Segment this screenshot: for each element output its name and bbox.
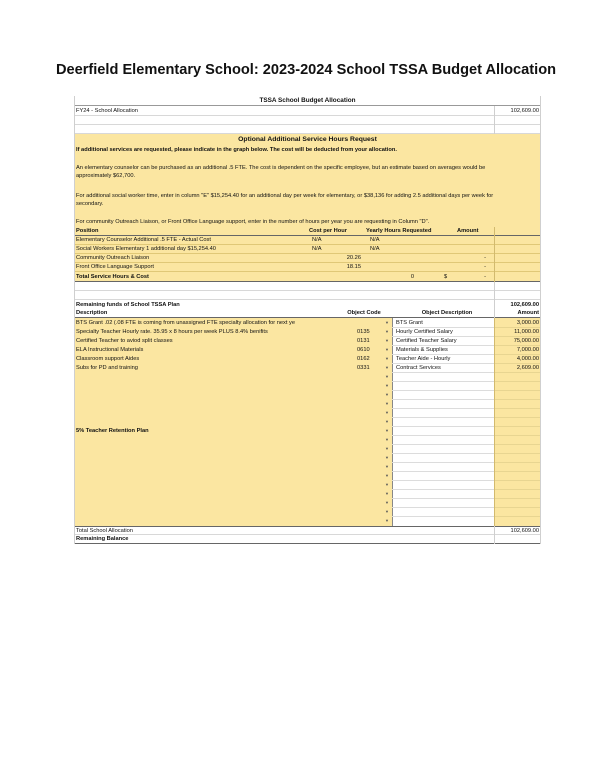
plan-gridline [392,516,494,517]
plan-object-code[interactable]: 0135 [357,328,370,335]
position-name: Elementary Counselor Additional .5 FTE - Actual Cost [76,237,211,243]
chevron-down-icon[interactable]: ▼ [385,392,389,397]
plan-gridline [392,444,494,445]
plan-gridline [494,417,541,418]
plan-gridline [392,399,494,400]
plan-object-description: Teacher Aide - Hourly [396,355,451,362]
total-service-amount: - [484,273,486,280]
plan-gridline [494,516,541,517]
plan-gridline [392,381,494,382]
chevron-down-icon[interactable]: ▼ [385,320,389,325]
amount-column-guide [494,282,495,318]
total-allocation-amount: 102,609.00 [510,527,539,534]
plan-gridline [494,507,541,508]
chevron-down-icon[interactable]: ▼ [385,428,389,433]
para2-line2: secondary. [76,201,104,207]
plan-object-description: Certified Teacher Salary [396,337,457,344]
chevron-down-icon[interactable]: ▼ [385,473,389,478]
instruction-row [74,145,541,155]
remaining-funds-row [74,300,541,309]
col-object-code: Object Code [347,310,381,316]
remaining-balance-label: Remaining Balance [76,536,129,542]
chevron-down-icon[interactable]: ▼ [385,464,389,469]
blank-row [74,125,541,134]
para1-row [74,172,541,180]
amount-column-guide [494,526,495,544]
spacer-row [74,155,541,164]
position-name: Community Outreach Liaison [76,255,150,261]
chevron-down-icon[interactable]: ▼ [385,500,389,505]
para3-row [74,217,541,227]
plan-description[interactable]: Subs for PD and training [76,364,138,371]
blank-row [74,282,541,291]
para1-row [74,164,541,172]
amount-column-guide [494,106,495,134]
chevron-down-icon[interactable]: ▼ [385,437,389,442]
position-row [74,245,541,254]
chevron-down-icon[interactable]: ▼ [385,365,389,370]
page-title: Deerfield Elementary School: 2023-2024 School TSSA Budget Allocation [55,62,557,78]
position-cost: 20.26 [346,255,361,261]
position-row [74,254,541,263]
position-hours[interactable] [370,263,410,271]
col-amount: Amount [517,310,539,316]
plan-object-description: Contract Services [396,364,441,371]
plan-gridline [392,408,494,409]
plan-object-code[interactable] [357,318,387,327]
total-allocation-row [74,526,541,535]
chevron-down-icon[interactable]: ▼ [385,374,389,379]
plan-amount[interactable]: 4,000.00 [516,355,539,362]
plan-gridline [494,435,541,436]
chevron-down-icon[interactable]: ▼ [385,518,389,523]
position-cost: N/A [312,246,322,252]
chevron-down-icon[interactable]: ▼ [385,410,389,415]
retention-label: 5% Teacher Retention Plan [76,427,149,434]
chevron-down-icon[interactable]: ▼ [385,419,389,424]
para2-row [74,200,541,208]
total-dollar: $ [444,273,448,280]
plan-gridline [494,453,541,454]
para2-row [74,192,541,200]
plan-gridline [494,462,541,463]
retention-row [74,426,541,435]
position-hours[interactable] [370,254,410,262]
chevron-down-icon[interactable]: ▼ [385,338,389,343]
plan-gridline [392,435,494,436]
position-hours[interactable]: N/A [370,246,380,252]
chevron-down-icon[interactable]: ▼ [385,491,389,496]
spacer-row [74,180,541,192]
plan-row [74,354,541,363]
position-amount: - [484,264,486,270]
amount-column-guide [494,318,495,526]
optional-amount-guide [494,227,495,282]
plan-row [74,318,541,327]
position-amount [454,245,486,253]
sheet-header-row [74,96,541,106]
chevron-down-icon[interactable]: ▼ [385,356,389,361]
plan-amount[interactable]: 2,609.00 [516,364,539,371]
col-position: Position [76,228,99,234]
col-amount: Amount [457,228,479,234]
plan-header-row [74,309,541,318]
plan-object-description: Materials & Supplies [396,346,448,353]
plan-object-code[interactable]: 0162 [357,355,370,362]
position-cost: N/A [312,237,322,243]
plan-amount[interactable]: 11,000.00 [514,328,539,335]
remaining-balance-row [74,535,541,544]
plan-gridline [392,417,494,418]
fy-allocation-row [74,106,541,116]
plan-gridline [494,381,541,382]
plan-gridline [392,462,494,463]
plan-gridline [392,471,494,472]
plan-gridline [392,480,494,481]
position-name: Social Workers Elementary 1 additional day $15,254.40 [76,246,216,252]
plan-row [74,363,541,372]
plan-gridline [494,471,541,472]
chevron-down-icon[interactable]: ▼ [385,401,389,406]
plan-gridline [392,498,494,499]
total-service-label: Total Service Hours & Cost [76,273,149,280]
position-name: Front Office Language Support [76,264,154,270]
plan-description[interactable]: Specialty Teacher Hourly rate. 35.95 x 8 hours per week PLUS 8.4% benifits [76,328,268,335]
plan-gridline [392,489,494,490]
col-description: Description [76,310,108,316]
sheet-header: TSSA School Budget Allocation [259,97,356,104]
chevron-down-icon[interactable]: ▼ [385,446,389,451]
chevron-down-icon[interactable]: ▼ [385,383,389,388]
col-object-description: Object Description [421,310,473,316]
plan-amount[interactable]: 3,000.00 [516,319,539,326]
plan-gridline [494,489,541,490]
chevron-down-icon[interactable]: ▼ [385,329,389,334]
plan-gridline [392,507,494,508]
para2-line1: For additional social worker time, enter in column "E" $15,254.40 for an additional day per week for elementary, or $38,136 for adding 2.5 additional days per week for [76,193,494,199]
plan-gridline [494,444,541,445]
budget-sheet [74,96,541,553]
plan-gridline [494,399,541,400]
plan-object-code[interactable]: 0610 [357,346,370,353]
plan-gridline [494,498,541,499]
blank-row [74,291,541,300]
plan-object-description: Hourly Certified Salary [396,328,453,335]
plan-gridline [494,480,541,481]
position-cost: 18.15 [346,264,361,270]
plan-gridline [392,390,494,391]
optional-instruction: If additional services are requested, please indicate in the graph below. The cost will be deducted from your allocation. [76,147,397,153]
para1-line2: approximately $62,700. [76,173,136,179]
plan-description[interactable]: BTS Grant .02 (.08 FTE is coming from unassigned FTE specialty allocation for next ye [76,319,296,326]
sheet-left-border [74,96,75,544]
col-hours: Yearly Hours Requested [366,228,432,234]
total-hours: 0 [410,273,414,280]
para3: For community Outreach Liaison, or Front Office Language support, enter in the number of hours per year you are requesting in Column "D". [76,219,430,225]
optional-heading: Optional Additional Service Hours Request [238,136,377,143]
plan-amount[interactable]: 75,000.00 [513,337,539,344]
plan-gridline [494,372,541,373]
chevron-down-icon[interactable]: ▼ [385,482,389,487]
chevron-down-icon[interactable]: ▼ [385,455,389,460]
plan-object-code[interactable]: 0331 [357,364,370,371]
remaining-funds-amount: 102,609.00 [510,301,539,308]
blank-row [74,116,541,125]
fy-amount: 102,609.00 [510,107,539,114]
spacer-row [74,208,541,217]
para1-line1: An elementary counselor can be purchased as an additional .5 FTE. The cost is dependent on the specific employee, but an estimate based on averages would be [76,165,486,171]
plan-gridline [392,453,494,454]
position-amount: - [484,255,486,261]
plan-description[interactable]: ELA Instructional Materials [76,346,144,353]
plan-description[interactable]: Classroom support Aides [76,355,140,362]
sheet-right-border [540,96,541,544]
plan-gridline [494,408,541,409]
plan-row [74,327,541,336]
chevron-down-icon[interactable]: ▼ [385,509,389,514]
remaining-funds-label: Remaining funds of School TSSA Plan [76,301,180,308]
plan-gridline [494,390,541,391]
position-row [74,263,541,272]
optional-heading-row [74,134,541,145]
chevron-down-icon[interactable]: ▼ [385,347,389,352]
position-total-row [74,272,541,282]
position-hours[interactable]: N/A [370,237,380,243]
total-allocation-label: Total School Allocation [76,527,133,534]
plan-gridline [392,372,494,373]
plan-row [74,345,541,354]
fy-label: FY24 - School Allocation [76,107,138,114]
plan-description[interactable]: Certified Teacher to aviod split classes [76,337,173,344]
plan-row [74,336,541,345]
col-cost: Cost per Hour [309,228,347,234]
position-amount [454,236,486,244]
position-row [74,236,541,245]
plan-object-description: BTS Grant [396,319,423,326]
position-header-row [74,227,541,236]
plan-object-code[interactable]: 0131 [357,337,370,344]
plan-amount[interactable]: 7,000.00 [516,346,539,353]
